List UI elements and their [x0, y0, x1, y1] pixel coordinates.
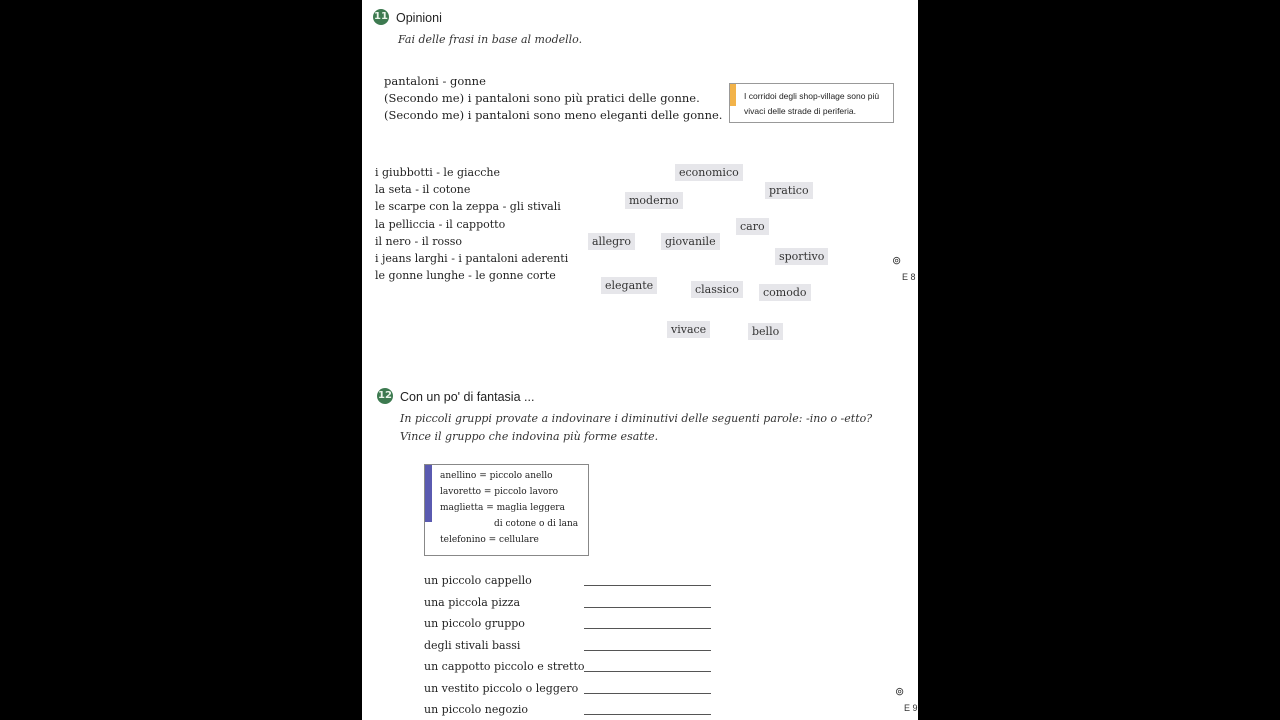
answer-blank[interactable]: [584, 693, 711, 694]
model-line: pantaloni - gonne: [384, 74, 486, 88]
pair-item: la seta - il cotone: [375, 183, 471, 196]
word-item: un piccolo gruppo: [424, 617, 525, 630]
word-item: un piccolo cappello: [424, 574, 532, 587]
exercise-reference: E 9: [904, 703, 918, 713]
textbook-page: [362, 0, 918, 720]
example-line: telefonino = cellulare: [440, 535, 539, 545]
adjective-chip: classico: [691, 281, 743, 298]
answer-blank[interactable]: [584, 671, 711, 672]
answer-blank[interactable]: [584, 714, 711, 715]
adjective-chip: economico: [675, 164, 743, 181]
adjective-chip: giovanile: [661, 233, 720, 250]
adjective-chip: comodo: [759, 284, 811, 301]
model-line: (Secondo me) i pantaloni sono meno eleganti delle gonne.: [384, 108, 723, 122]
ear-icon: ⊚: [892, 254, 902, 267]
word-item: degli stivali bassi: [424, 639, 521, 652]
pair-item: le scarpe con la zeppa - gli stivali: [375, 200, 561, 213]
example-line: di cotone o di lana: [494, 519, 579, 529]
adjective-chip: caro: [736, 218, 769, 235]
adjective-chip: pratico: [765, 182, 813, 199]
pair-item: la pelliccia - il cappotto: [375, 218, 506, 231]
word-item: un vestito piccolo o leggero: [424, 682, 579, 695]
pair-item: i giubbotti - le giacche: [375, 166, 500, 179]
ear-icon: ⊚: [895, 685, 905, 698]
pair-item: le gonne lunghe - le gonne corte: [375, 269, 556, 282]
word-item: un piccolo negozio: [424, 703, 529, 716]
exercise-number-badge: 11: [373, 9, 389, 25]
exercise-title: Opinioni: [396, 11, 442, 25]
example-stripe: [425, 465, 432, 522]
word-item: un cappotto piccolo e stretto: [424, 660, 585, 673]
example-line: lavoretto = piccolo lavoro: [440, 487, 559, 497]
info-note: [729, 83, 894, 123]
exercise-title: Con un po' di fantasia ...: [400, 390, 535, 404]
answer-blank[interactable]: [584, 650, 711, 651]
note-stripe: [730, 84, 736, 106]
exercise-number-badge: 12: [377, 388, 393, 404]
exercise-reference: E 8: [902, 272, 916, 282]
pair-item: il nero - il rosso: [375, 235, 463, 248]
adjective-chip: moderno: [625, 192, 683, 209]
adjective-chip: vivace: [667, 321, 710, 338]
exercise-instruction: Vince il gruppo che indovina più forme esatte.: [400, 430, 659, 443]
adjective-chip: sportivo: [775, 248, 828, 265]
answer-blank[interactable]: [584, 585, 711, 586]
model-example: [384, 73, 722, 124]
example-box: [424, 464, 589, 556]
note-text: I corridoi degli shop-village sono più vivaci delle strade di periferia.: [744, 91, 880, 116]
example-line: anellino = piccolo anello: [440, 471, 553, 481]
model-line: (Secondo me) i pantaloni sono più pratici delle gonne.: [384, 91, 700, 105]
adjective-chip: elegante: [601, 277, 657, 294]
pair-item: i jeans larghi - i pantaloni aderenti: [375, 252, 569, 265]
adjective-chip: bello: [748, 323, 783, 340]
example-line: maglietta = maglia leggera: [440, 503, 565, 513]
exercise-instruction: Fai delle frasi in base al modello.: [398, 33, 583, 46]
answer-blank[interactable]: [584, 628, 711, 629]
exercise-instruction: In piccoli gruppi provate a indovinare i diminutivi delle seguenti parole: -ino o -etto?: [400, 412, 873, 425]
adjective-chip: allegro: [588, 233, 635, 250]
word-item: una piccola pizza: [424, 596, 521, 609]
answer-blank[interactable]: [584, 607, 711, 608]
